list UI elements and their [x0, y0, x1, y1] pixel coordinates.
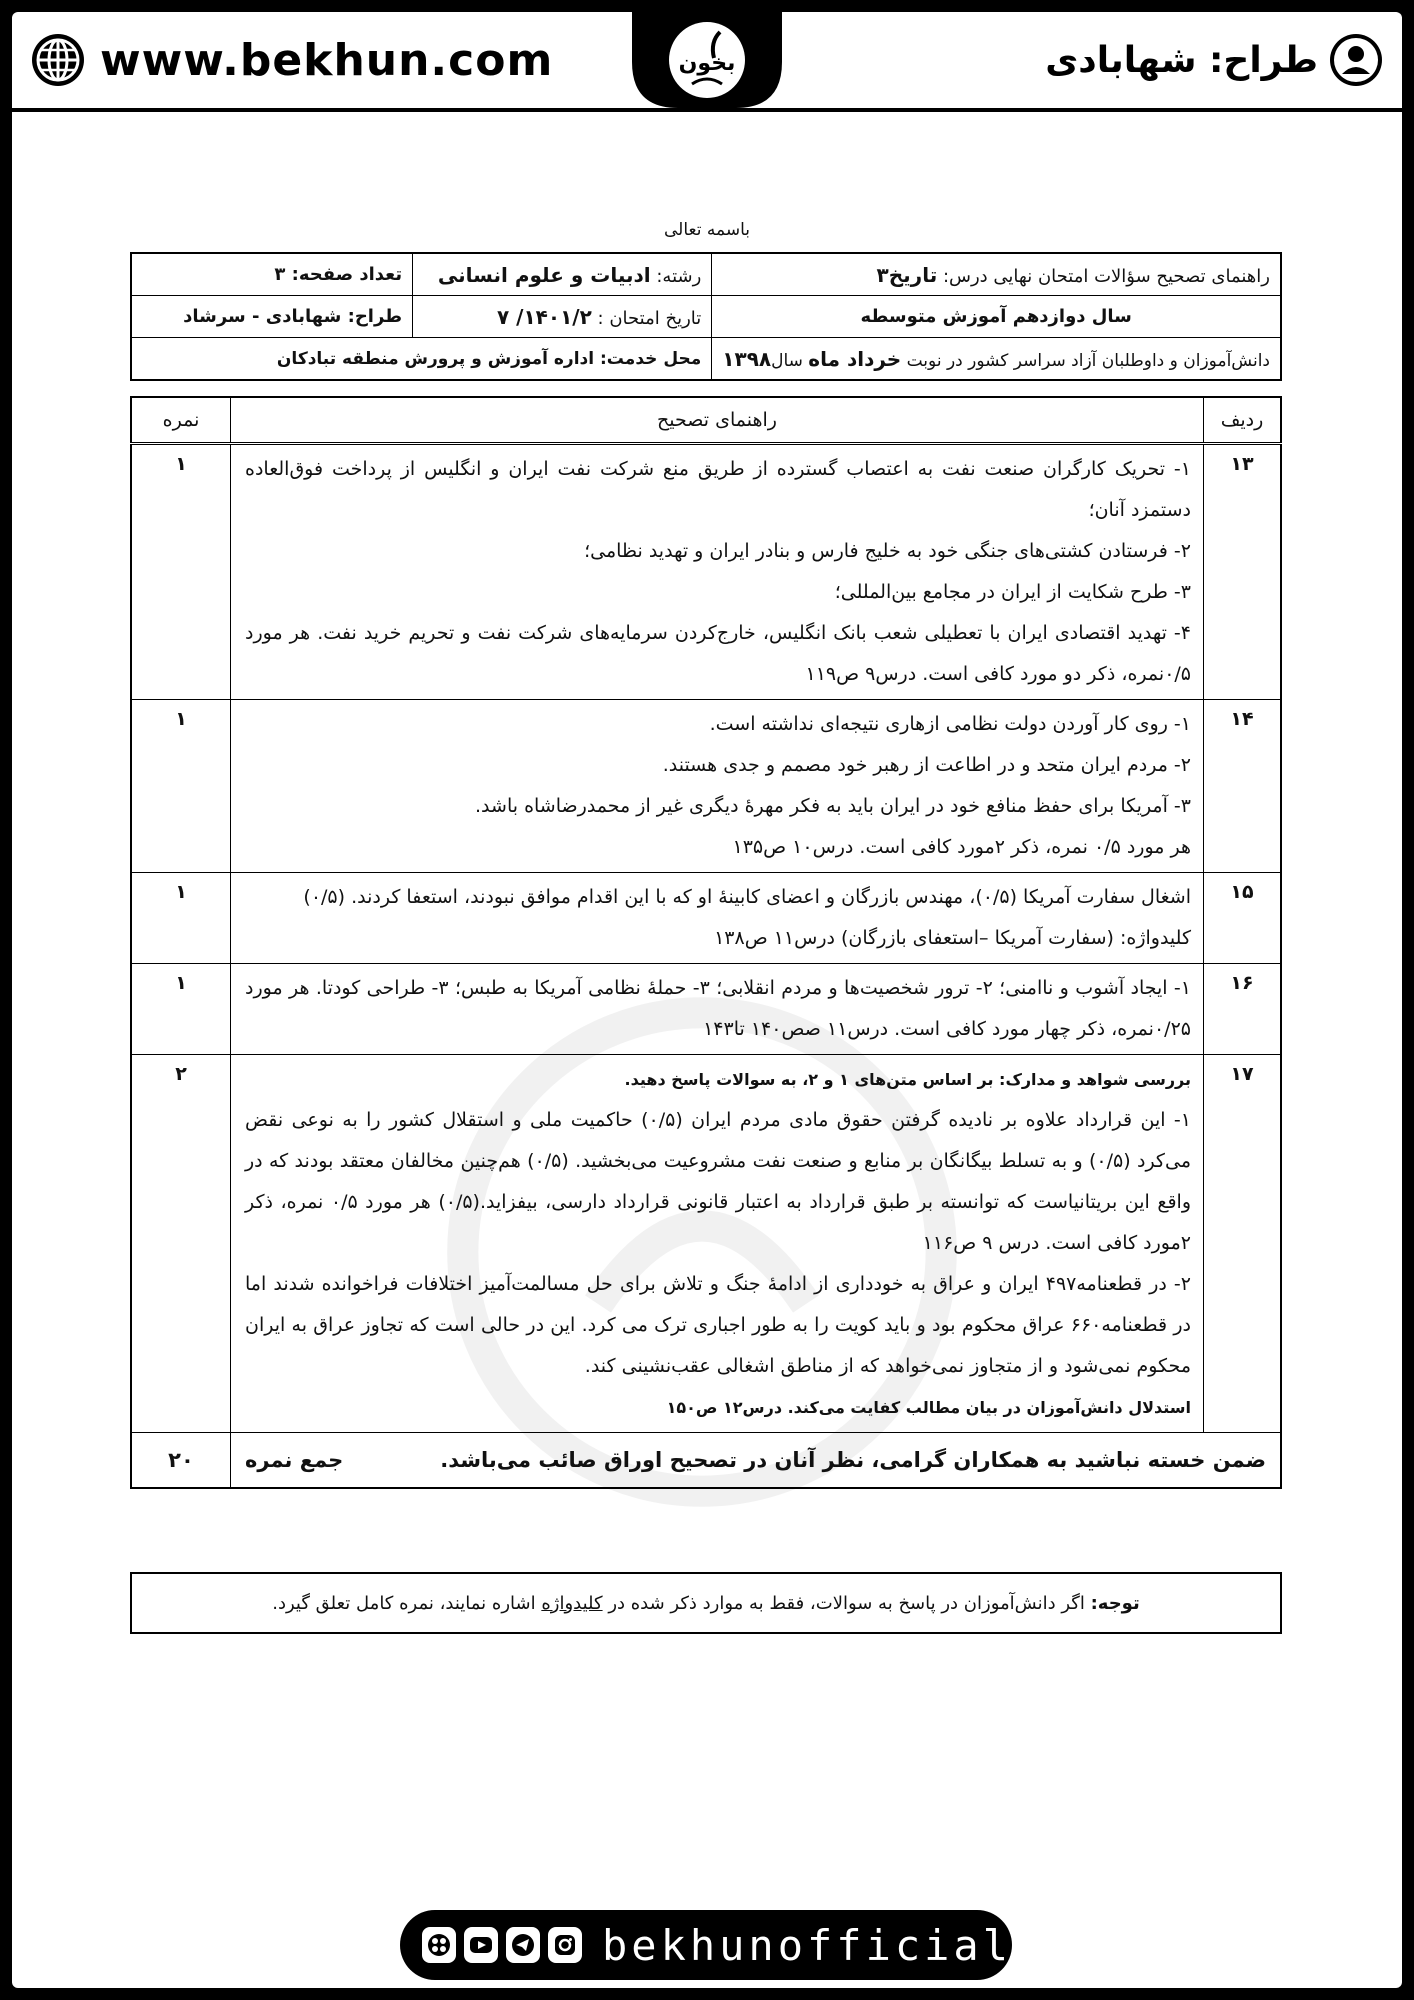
total-message: ضمن خسته نباشید به همکاران گرامی، نظر آنان در تصحیح اوراق صائب می‌باشد.: [440, 1448, 1266, 1472]
exam-info-table: [130, 252, 1282, 381]
telegram-icon[interactable]: [506, 1927, 540, 1963]
table-row: [131, 873, 1281, 964]
total-row: [131, 1433, 1281, 1489]
answer-cell: ۱- روی کار آوردن دولت نظامی ازهاری نتیجه‌ای نداشته است. ۲- مردم ایران متحد و در اطاعت از رهبر خود مصمم و جدی هستند. ۳- آمریکا برای حفظ منافع خود در ایران باید به فکر مهرهٔ دیگری غیر از محمدرضاشاه باشد. هر مورد ۰/۵ نمره، ذکر ۲مورد کافی است. درس۱۰ ص۱۳۵: [231, 700, 1204, 873]
row-number: ۱۵: [1204, 873, 1282, 964]
table-row: [131, 444, 1281, 700]
designer-label: طراح: شهابادی: [1045, 39, 1318, 81]
score-cell: ۱: [131, 873, 231, 964]
row-number: ۱۴: [1204, 700, 1282, 873]
answer-key-table: [130, 396, 1282, 1489]
header-row-number: ردیف: [1204, 397, 1282, 444]
designer-cell: طراح: شهابادی - سرشاد: [131, 296, 413, 338]
service-location-cell: محل خدمت: اداره آموزش و پرورش منطقه تبادکان: [131, 338, 712, 381]
page-count-cell: تعداد صفحه: ۳: [131, 253, 413, 296]
website-link[interactable]: [30, 32, 553, 88]
table-row: [131, 1055, 1281, 1433]
table-row: [131, 964, 1281, 1055]
basmala: باسمه تعالی: [664, 220, 750, 240]
social-handle[interactable]: bekhunofficial: [602, 1920, 1013, 1970]
header-guide: راهنمای تصحیح: [231, 397, 1204, 444]
user-icon: [1328, 32, 1384, 88]
field-cell: رشته: ادبیات و علوم انسانی: [413, 253, 712, 296]
social-badge[interactable]: [400, 1910, 1012, 1980]
answer-cell: بررسی شواهد و مدارک: بر اساس متن‌های ۱ و ۲، به سوالات پاسخ دهید. ۱- این قرارداد علاوه بر نادیده گرفتن حقوق مادی مردم ایران (۰/۵) حاکمیت ملی و استقلال کشور را به نوعی نقض می‌کرد (۰/۵) و به تسلط بیگانگان بر منابع و صنعت نفت مشروعیت می‌بخشید. (۰/۵) هم‌چنین مخالفان معتقد بودند که در واقع این بریتانیاست که توانسته بر طبق قرارداد به اعتبار قانونی قرارداد دارسی، بیفزاید.(۰/۵) هر مورد ۰/۵ نمره، ذکر ۲مورد کافی است. درس ۹ ص۱۱۶ ۲- در قطعنامه۴۹۷ ایران و عراق به خودداری از ادامهٔ جنگ و تلاش برای حل مسالمت‌آمیز اختلافات فراخوانده شدند اما در قطعنامه۶۶۰ عراق محکوم بود و باید کویت را به طور اجباری ترک می کرد. این در حالی است که تجاوز عراق به ایران محکوم نمی‌شود و از متجاوز نمی‌خواهد که از مناطق اشغالی عقب‌نشینی کند. استدلال دانش‌آموزان در بیان مطالب کفایت می‌کند. درس۱۲ ص۱۵۰: [231, 1055, 1204, 1433]
answer-cell: اشغال سفارت آمریکا (۰/۵)، مهندس بازرگان و اعضای کابینهٔ او که با این اقدام موافق نبودند، استعفا کردند. (۰/۵) کلیدواژه: (سفارت آمریکا –استعفای بازرگان) درس۱۱ ص۱۳۸: [231, 873, 1204, 964]
session-cell: دانش‌آموزان و داوطلبان آزاد سراسر کشور در نوبت خرداد ماه سال۱۳۹۸: [712, 338, 1281, 381]
header-score: نمره: [131, 397, 231, 444]
globe-icon: [30, 32, 86, 88]
designer-credit: [1045, 32, 1384, 88]
score-cell: ۲: [131, 1055, 231, 1433]
note-cell: توجه: اگر دانش‌آموزان در پاسخ به سوالات، فقط به موارد ذکر شده در کلیدواژه اشاره نمایند، نمره کامل تعلق گیرد.: [272, 1592, 1140, 1614]
answer-cell: ۱- تحریک کارگران صنعت نفت به اعتصاب گسترده از طریق منع شرکت نفت ایران و انگلیس از پرداخت فوق‌العاده دستمزد آنان؛ ۲- فرستادن کشتی‌های جنگی خود به خلیج فارس و بنادر ایران و تهدید نظامی؛ ۳- طرح شکایت از ایران در مجامع بین‌المللی؛ ۴- تهدید اقتصادی ایران با تعطیلی شعب بانک انگلیس، خارج‌کردن سرمایه‌های شرکت نفت و تحریم خرید نفت. هر مورد ۰/۵نمره، ذکر دو مورد کافی است. درس۹ ص۱۱۹: [231, 444, 1204, 700]
table-row: [131, 700, 1281, 873]
page: [12, 12, 1402, 1988]
row-number: ۱۳: [1204, 444, 1282, 700]
total-value: ۲۰: [131, 1433, 231, 1489]
aparat-icon[interactable]: [422, 1927, 456, 1963]
top-banner: [12, 12, 1402, 112]
grade-cell: سال دوازدهم آموزش متوسطه: [712, 296, 1281, 338]
exam-date-cell: تاریخ امتحان : ۱۴۰۱/۲/ ۷: [413, 296, 712, 338]
score-cell: ۱: [131, 700, 231, 873]
total-message-cell: [231, 1433, 1282, 1489]
instagram-icon[interactable]: [548, 1927, 582, 1963]
score-cell: ۱: [131, 444, 231, 700]
youtube-icon[interactable]: [464, 1927, 498, 1963]
score-cell: ۱: [131, 964, 231, 1055]
bekhun-logo: [632, 12, 782, 108]
note-table: [130, 1572, 1282, 1634]
row-number: ۱۷: [1204, 1055, 1282, 1433]
course-cell: راهنمای تصحیح سؤالات امتحان نهایی درس: تاریخ۳: [712, 253, 1281, 296]
answer-cell: ۱- ایجاد آشوب و ناامنی؛ ۲- ترور شخصیت‌ها و مردم انقلابی؛ ۳- حملهٔ نظامی آمریکا به طبس؛ ۳- طراحی کودتا. هر مورد ۰/۲۵نمره، ذکر چهار مورد کافی است. درس۱۱ صص۱۴۰ تا۱۴۳: [231, 964, 1204, 1055]
logo-text: بخون: [678, 51, 736, 76]
site-url[interactable]: www.bekhun.com: [100, 34, 554, 86]
table-header: [131, 397, 1281, 444]
total-label: جمع نمره: [245, 1448, 344, 1472]
row-number: ۱۶: [1204, 964, 1282, 1055]
